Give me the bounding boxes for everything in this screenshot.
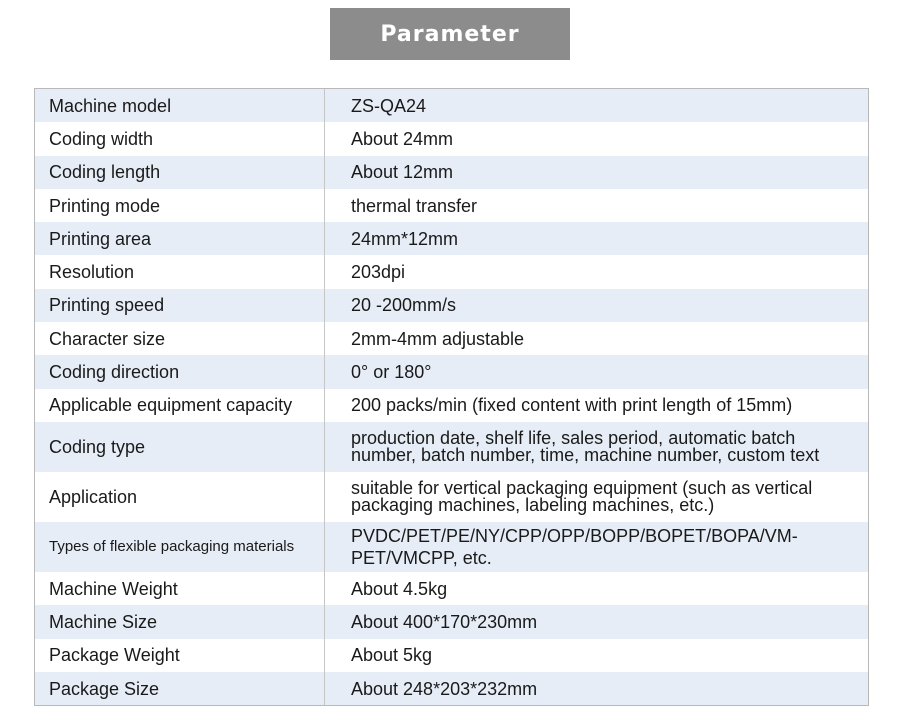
page-title: Parameter xyxy=(380,21,520,47)
row-label: Package Size xyxy=(35,672,325,705)
row-value: ZS-QA24 xyxy=(351,95,427,116)
row-value: 200 packs/min (fixed content with print length of 15mm) xyxy=(351,395,793,416)
table-row xyxy=(35,522,868,572)
table-row xyxy=(35,255,868,288)
row-label: Coding width xyxy=(35,122,325,155)
row-label: Printing area xyxy=(35,222,325,255)
row-label: Applicable equipment capacity xyxy=(35,389,325,422)
row-label: Machine model xyxy=(35,89,325,122)
table-row xyxy=(35,222,868,255)
row-value: 203dpi xyxy=(351,262,406,283)
parameter-banner xyxy=(330,8,570,60)
row-value: production date, shelf life, sales period, automatic batch number, batch number, time, machine number, custom text xyxy=(351,427,820,465)
table-row xyxy=(35,355,868,388)
row-label: Types of flexible packaging materials xyxy=(35,522,325,572)
table-row xyxy=(35,322,868,355)
row-value: About 24mm xyxy=(351,128,454,149)
row-label: Character size xyxy=(35,322,325,355)
table-row xyxy=(35,189,868,222)
table-row xyxy=(35,672,868,705)
row-label: Machine Size xyxy=(35,605,325,638)
row-value: About 248*203*232mm xyxy=(351,678,538,699)
table-row xyxy=(35,389,868,422)
row-value: 20 -200mm/s xyxy=(351,295,457,316)
row-value: PVDC/PET/PE/NY/CPP/OPP/BOPP/BOPET/BOPA/VM-PET/VMCPP, etc. xyxy=(351,525,798,568)
row-label: Package Weight xyxy=(35,639,325,672)
row-value: About 4.5kg xyxy=(351,578,448,599)
row-value: 0° or 180° xyxy=(351,362,432,383)
table-row xyxy=(35,422,868,472)
row-value: About 12mm xyxy=(351,162,454,183)
table-row xyxy=(35,572,868,605)
row-value: suitable for vertical packaging equipment (such as vertical packaging machines, labeling machines, etc.) xyxy=(351,477,813,515)
parameter-table xyxy=(34,88,869,706)
row-label: Resolution xyxy=(35,255,325,288)
row-value: About 400*170*230mm xyxy=(351,611,538,632)
table-row xyxy=(35,472,868,522)
row-label: Coding type xyxy=(35,422,325,472)
row-value: 2mm-4mm adjustable xyxy=(351,328,525,349)
row-label: Machine Weight xyxy=(35,572,325,605)
table-row xyxy=(35,639,868,672)
table-row xyxy=(35,605,868,638)
row-label: Printing speed xyxy=(35,289,325,322)
row-label: Printing mode xyxy=(35,189,325,222)
table-row xyxy=(35,289,868,322)
table-row xyxy=(35,122,868,155)
table-row xyxy=(35,89,868,122)
table-row xyxy=(35,156,868,189)
row-label: Coding length xyxy=(35,156,325,189)
row-value: thermal transfer xyxy=(351,195,478,216)
row-value: About 5kg xyxy=(351,645,433,666)
row-value: 24mm*12mm xyxy=(351,228,459,249)
row-label: Application xyxy=(35,472,325,522)
row-label: Coding direction xyxy=(35,355,325,388)
